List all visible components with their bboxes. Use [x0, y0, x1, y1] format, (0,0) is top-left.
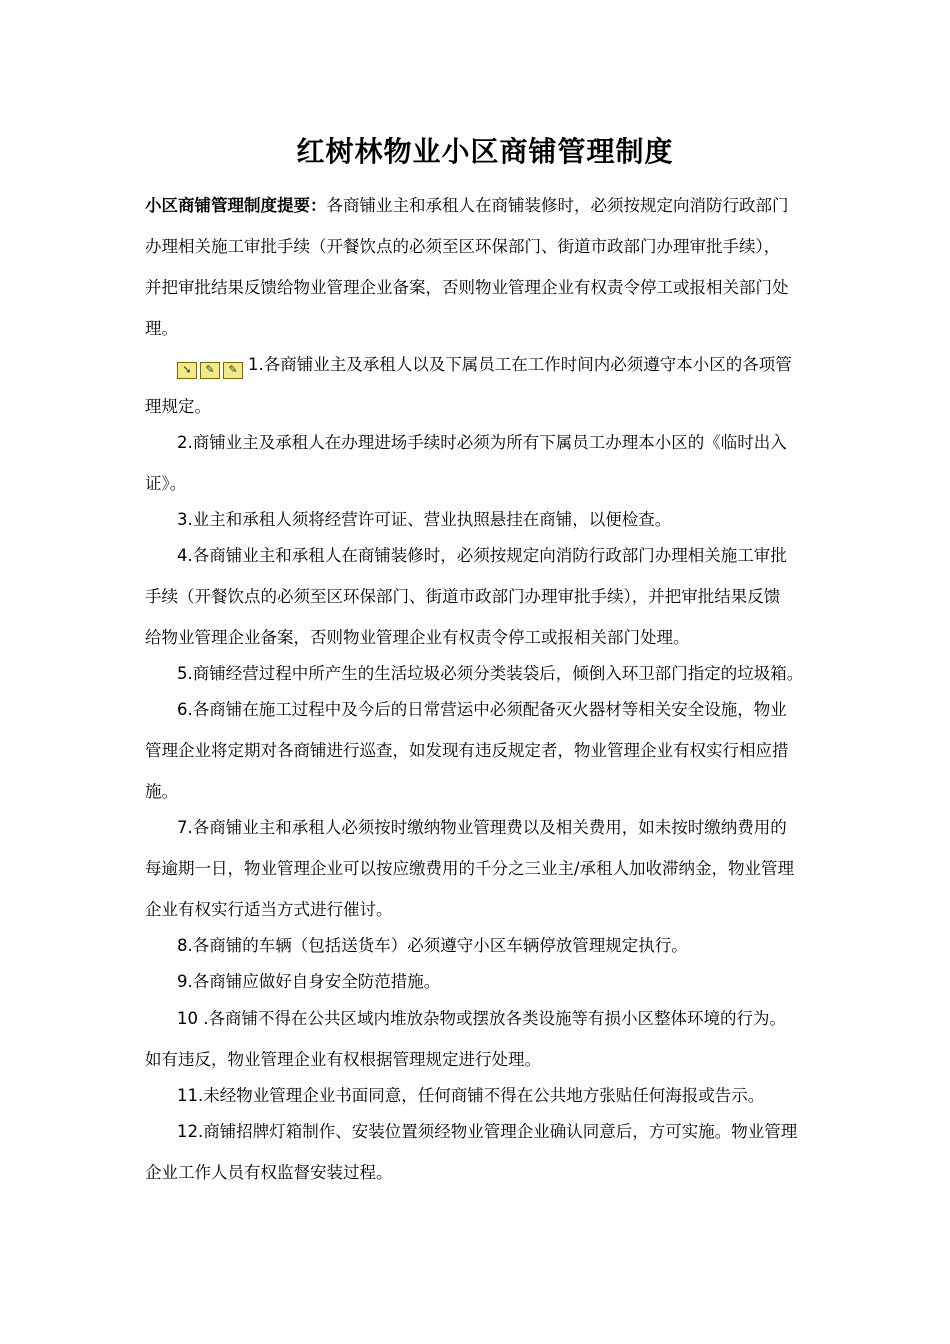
item-6-line-1: 6.各商铺在施工过程中及今后的日常营运中必须配备灭火器材等相关安全设施，物业	[177, 700, 787, 719]
item-6-line-3: 施。	[145, 782, 178, 801]
item-4-line-2: 手续（开餐饮点的必须至区环保部门、街道市政部门办理审批手续），并把审批结果反馈	[145, 587, 781, 606]
item-9-line-1: 9.各商铺应做好自身安全防范措施。	[177, 972, 441, 991]
item-3-line-1: 3.业主和承租人须将经营许可证、营业执照悬挂在商铺，以便检查。	[177, 510, 672, 529]
arrow-icon: ➘	[177, 362, 197, 379]
summary-line-4: 理。	[145, 319, 178, 338]
item-2-line-2: 证》。	[145, 474, 187, 493]
item-7-line-2: 每逾期一日，物业管理企业可以按应缴费用的千分之三业主/承租人加收滞纳金，物业管理	[145, 859, 795, 878]
item-10-line-1: 10 .各商铺不得在公共区域内堆放杂物或摆放各类设施等有损小区整体环境的行为。	[177, 1009, 786, 1028]
edit-icon: ✎	[200, 362, 220, 379]
item-6-line-2: 管理企业将定期对各商铺进行巡查，如发现有违反规定者，物业管理企业有权实行相应措	[145, 741, 789, 760]
summary-line-1	[145, 195, 789, 217]
item-4-line-1: 4.各商铺业主和承租人在商铺装修时，必须按规定向消防行政部门办理相关施工审批	[177, 546, 787, 565]
item-text: 1.各商铺业主及承租人以及下属员工在工作时间内必须遵守本小区的各项管	[248, 355, 792, 374]
toolbar-icons	[177, 362, 246, 379]
item-8-line-1: 8.各商铺的车辆（包括送货车）必须遵守小区车辆停放管理规定执行。	[177, 936, 688, 955]
summary-line-2: 办理相关施工审批手续（开餐饮点的必须至区环保部门、街道市政部门办理审批手续），	[145, 237, 781, 256]
item-10-line-2: 如有违反，物业管理企业有权根据管理规定进行处理。	[145, 1050, 541, 1069]
edit-icon: ✎	[223, 362, 243, 379]
item-11-line-1: 11.未经物业管理企业书面同意，任何商铺不得在公共地方张贴任何海报或告示。	[177, 1086, 765, 1105]
item-1-line-1	[177, 354, 792, 379]
item-4-line-3: 给物业管理企业备案，否则物业管理企业有权责令停工或报相关部门处理。	[145, 628, 690, 647]
item-5-line-1: 5.商铺经营过程中所产生的生活垃圾必须分类装袋后，倾倒入环卫部门指定的垃圾箱。	[177, 664, 804, 683]
item-1-line-2: 理规定。	[145, 397, 211, 416]
summary-text: 各商铺业主和承租人在商铺装修时，必须按规定向消防行政部门	[326, 196, 789, 215]
item-12-line-1: 12.商铺招牌灯箱制作、安装位置须经物业管理企业确认同意后，方可实施。物业管理	[177, 1122, 798, 1141]
summary-label: 小区商铺管理制度提要：	[145, 196, 327, 215]
item-2-line-1: 2.商铺业主及承租人在办理进场手续时必须为所有下属员工办理本小区的《临时出入	[177, 433, 787, 452]
item-7-line-3: 企业有权实行适当方式进行催讨。	[145, 900, 393, 919]
document-title: 红树林物业小区商铺管理制度	[296, 135, 674, 168]
item-7-line-1: 7.各商铺业主和承租人必须按时缴纳物业管理费以及相关费用，如未按时缴纳费用的	[177, 818, 787, 837]
summary-line-3: 并把审批结果反馈给物业管理企业备案，否则物业管理企业有权责令停工或报相关部门处	[145, 278, 789, 297]
item-12-line-2: 企业工作人员有权监督安装过程。	[145, 1163, 393, 1182]
